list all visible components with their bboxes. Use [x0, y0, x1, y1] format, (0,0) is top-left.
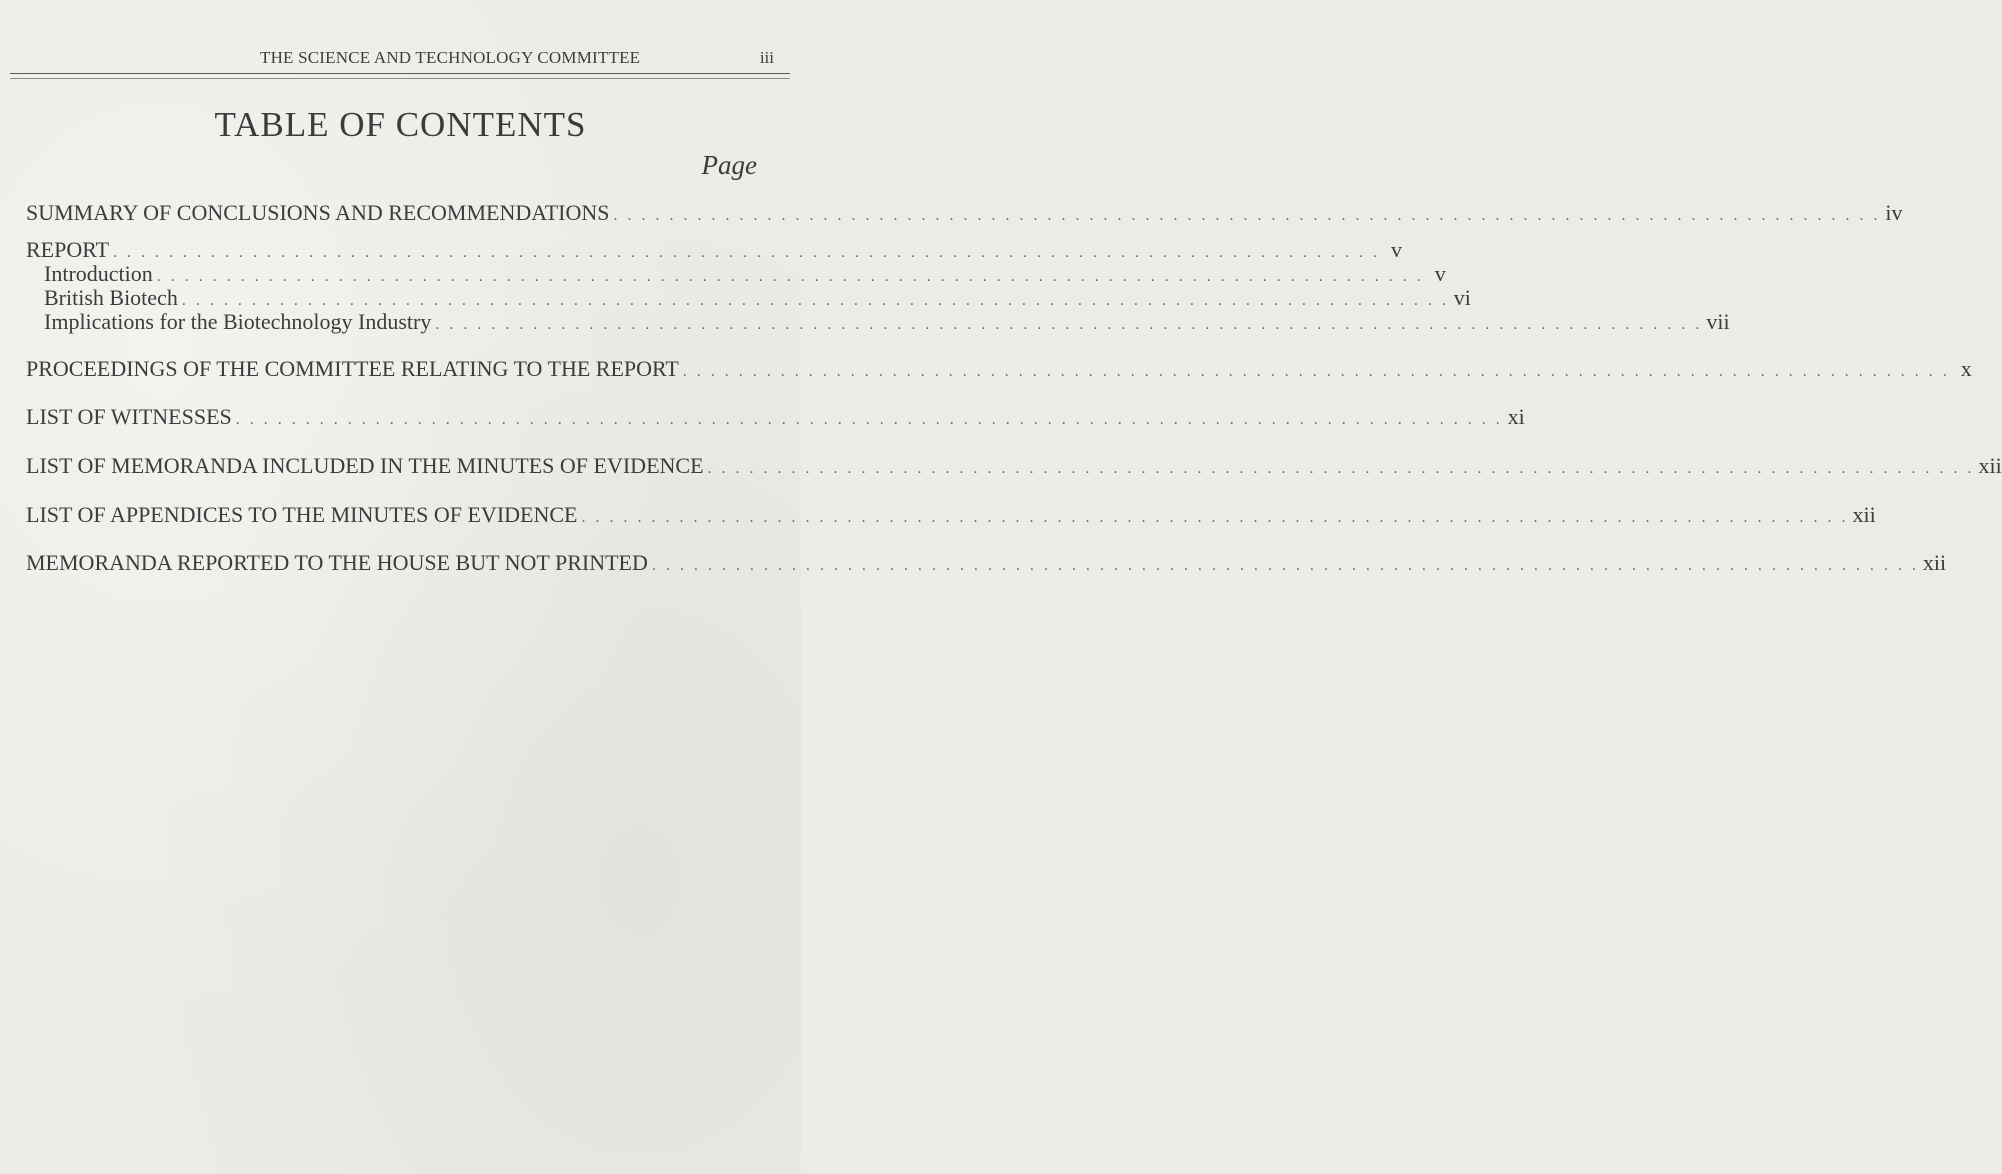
- toc-entry-title: British Biotech: [44, 285, 178, 310]
- toc-entry-page: x: [1960, 356, 1972, 381]
- dot-leader: . . . . . . . . . . . . . . . . . . . . . . . . . . . . . . . . . . . . . . . . . . . . . . . . . . . . . . . . . . . . . . . . . . . . . . . . . . . . . . . . . . . . . . . . . . .: [156, 268, 1424, 285]
- dot-leader: . . . . . . . . . . . . . . . . . . . . . . . . . . . . . . . . . . . . . . . . . . . . . . . . . . . . . . . . . . . . . . . . . . . . . . . . . . . . . . . . . . . . . . . . . . .: [613, 207, 1881, 224]
- toc-entry-page: xii: [1978, 453, 2002, 478]
- toc-entry-page: iv: [1885, 200, 1903, 225]
- dot-leader: . . . . . . . . . . . . . . . . . . . . . . . . . . . . . . . . . . . . . . . . . . . . . . . . . . . . . . . . . . . . . . . . . . . . . . . . . . . . . . . . . . . . . . . . . . .: [435, 316, 1703, 333]
- toc-entry-title: Introduction: [44, 261, 153, 286]
- dot-leader: . . . . . . . . . . . . . . . . . . . . . . . . . . . . . . . . . . . . . . . . . . . . . . . . . . . . . . . . . . . . . . . . . . . . . . . . . . . . . . . . . . . . . . . . . . .: [581, 509, 1849, 526]
- dot-leader: . . . . . . . . . . . . . . . . . . . . . . . . . . . . . . . . . . . . . . . . . . . . . . . . . . . . . . . . . . . . . . . . . . . . . . . . . . . . . . . . . . . . . . . . . . .: [651, 557, 1919, 574]
- toc-entry-page: xii: [1852, 502, 1876, 527]
- toc-entry-title: SUMMARY OF CONCLUSIONS AND RECOMMENDATIONS: [26, 200, 610, 225]
- dot-leader: . . . . . . . . . . . . . . . . . . . . . . . . . . . . . . . . . . . . . . . . . . . . . . . . . . . . . . . . . . . . . . . . . . . . . . . . . . . . . . . . . . . . . . . . . . .: [235, 411, 1503, 428]
- toc-entry-list-of-memoranda[interactable]: [26, 453, 2002, 479]
- toc-entry-page: xi: [1507, 404, 1525, 429]
- page-column-label: Page: [701, 150, 757, 180]
- toc-entry-title: Implications for the Biotechnology Industry: [44, 309, 432, 334]
- toc-entry-memoranda-not-printed[interactable]: [26, 550, 1947, 576]
- toc-entry-title: LIST OF APPENDICES TO THE MINUTES OF EVIDENCE: [26, 502, 578, 527]
- page-number: iii: [759, 48, 774, 67]
- toc-entry-british-biotech[interactable]: [44, 285, 1471, 311]
- dot-leader: . . . . . . . . . . . . . . . . . . . . . . . . . . . . . . . . . . . . . . . . . . . . . . . . . . . . . . . . . . . . . . . . . . . . . . . . . . . . . . . . . . . . . . . . . . .: [707, 460, 1975, 477]
- toc-entry-list-of-witnesses[interactable]: [26, 404, 1525, 430]
- toc-entry-title: MEMORANDA REPORTED TO THE HOUSE BUT NOT PRINTED: [26, 550, 648, 575]
- toc-entry-page: vi: [1453, 285, 1471, 310]
- toc-entry-page: v: [1434, 261, 1446, 286]
- toc-entry-report[interactable]: [26, 237, 1403, 263]
- toc-entry-proceedings[interactable]: [26, 356, 1972, 382]
- toc-entry-implications[interactable]: [44, 309, 1730, 335]
- dot-leader: . . . . . . . . . . . . . . . . . . . . . . . . . . . . . . . . . . . . . . . . . . . . . . . . . . . . . . . . . . . . . . . . . . . . . . . . . . . . . . . . . . . . . . . . . . .: [682, 363, 1950, 380]
- running-header: THE SCIENCE AND TECHNOLOGY COMMITTEE: [260, 48, 641, 67]
- document-title: TABLE OF CONTENTS: [214, 105, 587, 144]
- toc-entry-introduction[interactable]: [44, 261, 1446, 287]
- dot-leader: . . . . . . . . . . . . . . . . . . . . . . . . . . . . . . . . . . . . . . . . . . . . . . . . . . . . . . . . . . . . . . . . . . . . . . . . . . . . . . . . . . . . . . . . . . .: [181, 292, 1449, 309]
- toc-entry-title: LIST OF WITNESSES: [26, 404, 232, 429]
- toc-entry-summary[interactable]: [26, 200, 1903, 226]
- toc-entry-title: REPORT: [26, 237, 110, 262]
- header-rule: [10, 73, 790, 74]
- toc-entry-title: LIST OF MEMORANDA INCLUDED IN THE MINUTES OF EVIDENCE: [26, 453, 704, 478]
- toc-entry-list-of-appendices[interactable]: [26, 502, 1876, 528]
- toc-entry-page: vii: [1706, 309, 1730, 334]
- toc-entry-page: v: [1391, 237, 1403, 262]
- toc-entry-title: PROCEEDINGS OF THE COMMITTEE RELATING TO THE REPORT: [26, 356, 679, 381]
- toc-entry-page: xii: [1922, 550, 1947, 575]
- dot-leader: . . . . . . . . . . . . . . . . . . . . . . . . . . . . . . . . . . . . . . . . . . . . . . . . . . . . . . . . . . . . . . . . . . . . . . . . . . . . . . . . . . . . . . . . . . .: [113, 244, 1381, 261]
- header-rule-secondary: [10, 78, 790, 79]
